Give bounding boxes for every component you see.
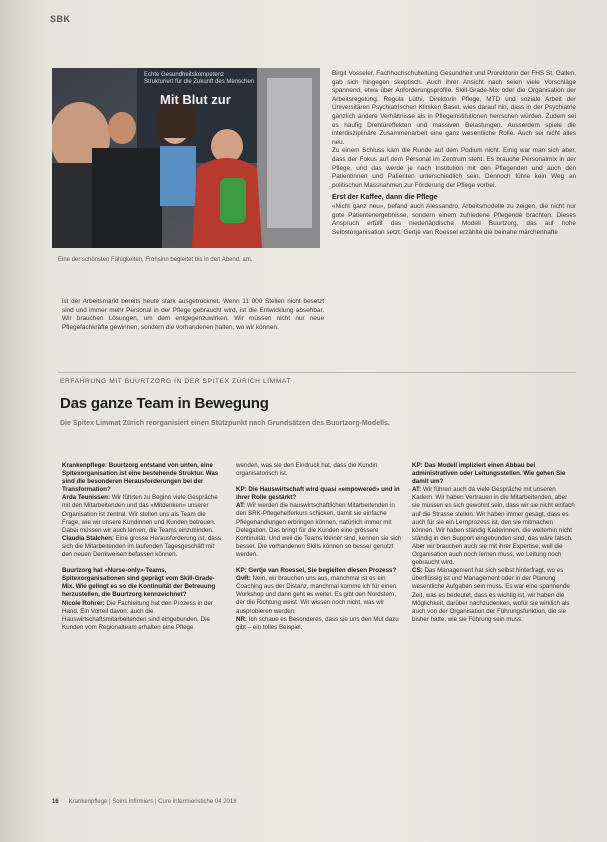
interview-block xyxy=(236,462,402,478)
section-label: SBK xyxy=(50,14,71,24)
page-number: 16 xyxy=(52,799,59,805)
speaker-name: AT: xyxy=(236,502,246,510)
interview-block xyxy=(62,462,225,559)
left-column-text xyxy=(62,298,324,332)
article-headline: Das ganze Team in Bewegung xyxy=(60,395,269,412)
banner-line-2: Strukturiert für die Zukunft des Menschen xyxy=(144,79,255,85)
interview-block xyxy=(236,567,402,632)
speaker-name: GvR: xyxy=(236,575,251,583)
article-deck: Die Spitex Limmat Zürich reorganisiert einen Stützpunkt nach Grundsätzen des Buurtzorg-Modells. xyxy=(60,420,390,427)
answer-text: Nein, wir brauchen uns aus, manchmal ist es ein Coaching aus der Distanz, manchmal komme ich für einen Workshop und dann geht es weiter. Es gibt den Nordstern, der die Richtung weist. Wir wissen noch nicht, was wir ausprobieren werden. xyxy=(236,575,397,615)
section-divider xyxy=(58,372,576,373)
answer-text: Ich schaue es Besonderes, dass sie uns den Mut dazu gibt – ein tolles Beispiel. xyxy=(236,615,399,631)
left-column-paragraph: ist der Arbeitsmarkt bereits heute stark ausgetrocknet. Wenn 11 000 Stellen nicht besetzt sind und immer mehr Personal in der Pflege gebraucht wird, ist die Entwicklung absehbar. Wir brauchen Lösungen, um dem entgegenzuwirken. Wir müssen nicht nur neue Pflegefachkräfte gewinnen, sondern die vorhandenen halten, wo wir können. xyxy=(62,298,324,331)
answer-text: Eine grosse Herausforderung ist, dass sich die Mitarbeitenden im laufenden Tagesgeschäft mit den neuen Denkweisen befassen können. xyxy=(62,534,221,559)
banner-text-small xyxy=(144,72,254,86)
article-kicker: ERFAHRUNG MIT BUURTZORG IN DER SPITEX ZÜRICH LIMMAT xyxy=(60,378,291,385)
speaker-name: AT: xyxy=(412,486,422,494)
page-footer xyxy=(52,799,237,805)
interview-block xyxy=(412,462,576,624)
right-paragraph-2: Zu einem Schluss kam die Runde auf dem Podium nicht. Einig war man sich aber, dass der Fokus auf dem Personal im Zentrum steht. Es brauche Personalmix in der Pflege, und das werde je nach Institution mit den Pflegenden und auch den Patientinnen und Patienten unterschiedlich sein. Dennoch führe kein Weg an politischen Massnahmen zur Förderung der Pflege vorbei. xyxy=(332,147,576,189)
interview-block xyxy=(62,567,225,632)
footer-text: Krankenpflege | Soins infirmiers | Cure infermieristiche 04 2018 xyxy=(68,799,237,805)
speaker-name: Arda Teunissen: xyxy=(62,494,111,502)
interview-question: KP: Die Hauswirtschaft wird quasi «empowered» und in ihrer Rolle gestärkt? xyxy=(236,486,400,502)
answer-text: Das Management hat sich selbst hinterfragt, wo es überflüssig ist und Management oder in der Planung wesentliche Aufgaben sein muss. Es war eine spannende Zeit, was es bedeutet, dass es wichtig ist, wir haben die Möglichkeit, darüber nachzudenken, wofür sie wirklich als auch von der Organisation der Führungsfunktion, die sie bisher hatte, wie sie Führung sein muss. xyxy=(412,567,570,623)
speaker-name: NR: xyxy=(236,615,247,623)
interview-question: KP: Das Modell impliziert einen Abbau bei administrativen oder Leitungsstellen. Wie gehen Sie damit um? xyxy=(412,462,566,486)
interview-block xyxy=(236,486,402,559)
banner-big-text: Mit Blut zur xyxy=(160,92,231,107)
interview-question: Krankenpflege: Buurtzorg entstand von unten, eine Spitexorganisation ist eine bestehende Struktur. Was sind die besonderen Herausforderungen bei der Transformation? xyxy=(62,462,219,494)
banner-line-1: Echte Gesundheitskompetenz xyxy=(144,72,225,78)
speaker-name: Claudia Stalchen: xyxy=(62,534,114,542)
answer-text: Die Fachleitung hat den Prozess in der Hand. Ein Vorteil davon: auch die Hauswirtschaftsmitarbeitenden sind eingebunden. Die Kunden vom Regionalteam erhalten eine Pflege xyxy=(62,599,213,631)
speaker-name: Nicole Rohrer: xyxy=(62,599,105,607)
right-subhead: Erst der Kaffee, dann die Pflege xyxy=(332,194,438,202)
interview-question: KP: Gertje van Roessel, Sie begleiten diesen Prozess? xyxy=(236,567,397,575)
interview-column-2 xyxy=(236,462,402,640)
right-paragraph-3: «Nicht ganz neu», befand auch Alessandro, Arbeitsmodelle zu zeigen, die nicht nur gute Patientenergebnisse, sondern einem zufriedene Pflegende brachten. Dieses Anspruch erfüllt das niederländische Modell Buurtzorg, das auf hohe Selbstorganisation setzt. Gertje van Roessel erzählte die beinahe märchenhafte xyxy=(332,202,576,236)
photo-caption: Eine der schönsten Fähigkeiten, Frohsinn begleitet bis in den Abend, am. xyxy=(58,257,253,263)
interview-column-1 xyxy=(62,462,225,640)
answer-text: Wir werden die hauswirtschaftlichen Mitarbeitenden in den SRK-Pflegehelferkurs schicken, damit sie einfache Pflegehandlungen erbringen können, natürlich immer mit Delegation. Das bringt für die Kunden eine grössere Kontinuität. Und weil die Teams kleiner sind, kennen sie sich besser. Die vorhandenen Skills können so besser genutzt werden. xyxy=(236,502,402,558)
right-column-text xyxy=(332,70,576,237)
interview-column-3 xyxy=(412,462,576,632)
event-photo xyxy=(52,68,320,248)
speaker-name: CS: xyxy=(412,567,423,575)
right-paragraph-1: Birgit Vosseler, Fachhochschulleitung Gesundheit und Prorektorin der FHS St. Gallen, gab sich hingegen skeptisch. Auch ihrer Ansicht nach seien viele Vorschläge spannend, etwa über Anforderungsprofile. Skill-Grade-Mix oder die Organisation der Arbeitsregelung. Regula Lüthi, Direktorin Pflege, MTD und soziale Arbeit der Universitären Psychiatrischen Kliniken Basel, wies darauf hin, dass in der Psychiatrie gänzlich andere Verhältnisse als in Pflegeinstitutionen herrschen würden. Zudem sei es häufig Drehtüreffekten und massiven Belastungen. Ausserdem spiele die interdisziplinäre Zusammenarbeit eine ganz wesentliche Rolle. Auch sei nicht alles neu. xyxy=(332,70,576,146)
answer-text: Wir führten zu Beginn viele Gespräche mit den Mitarbeitenden und das «Mitdenken» unserer Organisation ist zentral. Wir stellen uns als Team die Frage, wie wir unsere Kundinnen und Kunden betreuen. Dabei müssen wir auch lernen, die Teams einzubinden. xyxy=(62,494,218,534)
answer-text: Wir führen auch da viele Gespräche mit unseren Kadern. Wir haben Vertrauen in die Mitarbeitenden, aber sie müssen es sich gewohnt sein, dass wir sie nicht einfach auf die Strasse stellen. Wir haben immer gesagt, dass es auch für sie ein Lernprozess ist, den sie mitmachen können. Wir haben ständig Kaderinnen, die weiterhin nicht ständig in den Support eingebunden sind, das wäre falsch. Aber wir brauchen auch sie mit ihrer Expertise, weil die Organisation auch noch lernen muss, wo Leitung noch gebraucht wird. xyxy=(412,486,575,567)
interview-question: Buurtzorg hat «Nurse-only»-Teams, Spitexorganisationen sind geprägt vom Skill-Grade-Mix. Wie gelingt es so die Kontinuität der Betreuung herzustellen, die Buurtzorg kennzeichnet? xyxy=(62,567,216,599)
answer-text: wenden, was sie den Eindruck hat, dass die Kundin organisatorisch ist. xyxy=(236,462,378,478)
